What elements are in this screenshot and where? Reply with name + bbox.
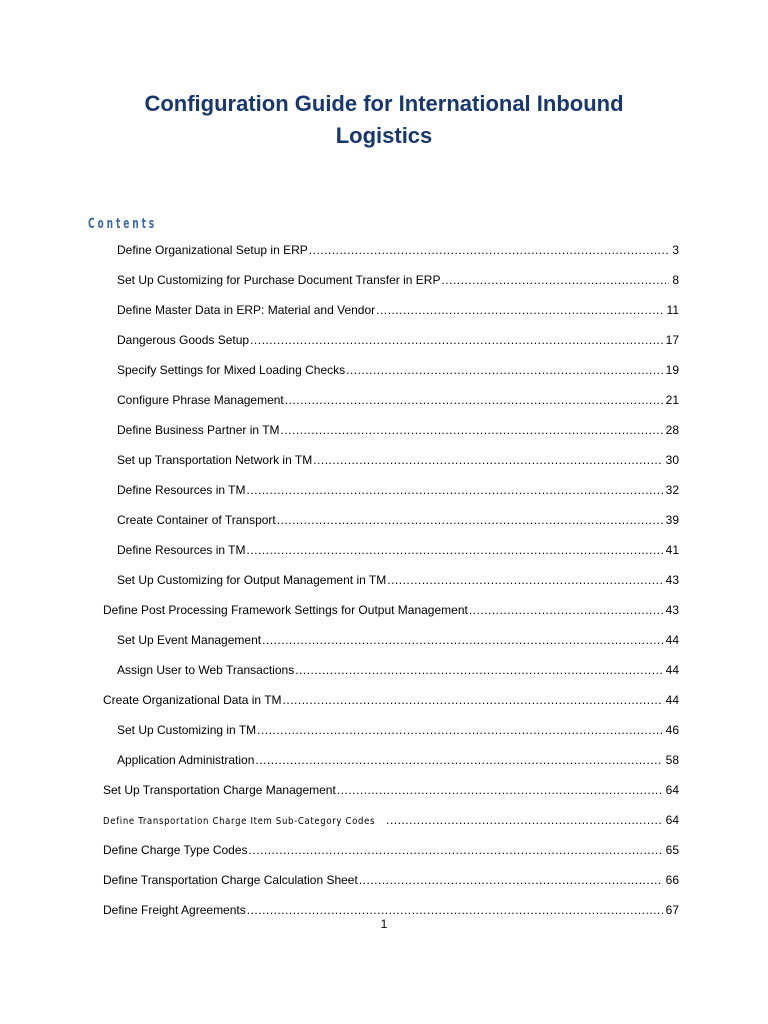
toc-entry-row bbox=[103, 873, 679, 887]
document-title bbox=[0, 88, 768, 152]
toc-entry[interactable] bbox=[0, 775, 768, 805]
toc-entry[interactable] bbox=[0, 805, 768, 835]
toc-entry[interactable] bbox=[0, 265, 768, 295]
toc-entry-row bbox=[117, 243, 679, 257]
toc-entry-page-number: 58 bbox=[665, 753, 679, 767]
toc-entry-page-number: 3 bbox=[672, 243, 679, 257]
toc-entry-row bbox=[117, 663, 679, 677]
toc-dot-leader bbox=[285, 393, 663, 407]
toc-entry-page-number: 32 bbox=[665, 483, 679, 497]
toc-entry-page-number: 39 bbox=[665, 513, 679, 527]
toc-entry-row bbox=[117, 753, 679, 767]
toc-entry-page-number: 8 bbox=[672, 273, 679, 287]
toc-dot-leader bbox=[469, 603, 663, 617]
toc-entry-page-number: 66 bbox=[665, 873, 679, 887]
toc-entry[interactable] bbox=[0, 535, 768, 565]
toc-entry-row bbox=[103, 693, 679, 707]
toc-dot-leader bbox=[250, 333, 663, 347]
toc-entry-page-number: 67 bbox=[665, 903, 679, 917]
toc-entry-page-number: 44 bbox=[665, 693, 679, 707]
toc-entry[interactable] bbox=[0, 745, 768, 775]
toc-entry[interactable] bbox=[0, 475, 768, 505]
toc-entry-row bbox=[103, 813, 679, 827]
toc-entry-label: Create Container of Transport bbox=[117, 513, 276, 527]
toc-dot-leader bbox=[249, 843, 663, 857]
toc-entry-label: Create Organizational Data in TM bbox=[103, 693, 282, 707]
toc-entry[interactable] bbox=[0, 865, 768, 895]
toc-entry-row bbox=[117, 573, 679, 587]
toc-entry-label: Set Up Customizing for Purchase Document Transfer in ERP bbox=[117, 273, 441, 287]
toc-entry-label: Define Transportation Charge Calculation Sheet bbox=[103, 873, 358, 887]
toc-entry-row bbox=[117, 423, 679, 437]
toc-entry-row bbox=[117, 333, 679, 347]
toc-entry-label: Assign User to Web Transactions bbox=[117, 663, 295, 677]
table-of-contents bbox=[0, 235, 768, 925]
toc-entry-row bbox=[103, 603, 679, 617]
toc-entry-label: Define Master Data in ERP: Material and Vendor bbox=[117, 303, 376, 317]
toc-entry-row bbox=[117, 393, 679, 407]
toc-entry-label: Define Resources in TM bbox=[117, 543, 246, 557]
toc-dot-leader bbox=[277, 513, 663, 527]
toc-entry-row bbox=[117, 633, 679, 647]
toc-entry-label: Define Transportation Charge Item Sub-Category Codes bbox=[103, 816, 376, 827]
toc-dot-leader bbox=[441, 273, 669, 287]
toc-entry-page-number: 64 bbox=[665, 783, 679, 797]
document-title-line-1: Configuration Guide for International Inbound bbox=[144, 91, 624, 116]
toc-entry[interactable] bbox=[0, 235, 768, 265]
toc-entry-page-number: 46 bbox=[665, 723, 679, 737]
toc-entry-label: Set up Transportation Network in TM bbox=[117, 453, 313, 467]
toc-entry-label: Dangerous Goods Setup bbox=[117, 333, 250, 347]
toc-dot-leader bbox=[255, 753, 662, 767]
toc-entry[interactable] bbox=[0, 505, 768, 535]
toc-dot-leader bbox=[376, 303, 663, 317]
toc-entry-page-number: 43 bbox=[665, 603, 679, 617]
document-title-line-2: Logistics bbox=[335, 123, 433, 148]
toc-dot-leader bbox=[295, 663, 662, 677]
toc-entry[interactable] bbox=[0, 685, 768, 715]
toc-dot-leader bbox=[386, 813, 663, 827]
toc-dot-leader bbox=[309, 243, 670, 257]
toc-entry-label: Define Business Partner in TM bbox=[117, 423, 280, 437]
toc-entry-label: Define Resources in TM bbox=[117, 483, 246, 497]
toc-entry-label: Set Up Transportation Charge Management bbox=[103, 783, 336, 797]
toc-entry[interactable] bbox=[0, 655, 768, 685]
toc-entry-page-number: 11 bbox=[666, 303, 679, 317]
toc-entry-page-number: 43 bbox=[665, 573, 679, 587]
toc-entry[interactable] bbox=[0, 835, 768, 865]
toc-entry-row bbox=[117, 363, 679, 377]
toc-entry-label: Define Organizational Setup in ERP bbox=[117, 243, 308, 257]
toc-entry-row bbox=[103, 903, 679, 917]
toc-entry-page-number: 44 bbox=[665, 633, 679, 647]
toc-entry[interactable] bbox=[0, 355, 768, 385]
toc-entry-row bbox=[117, 513, 679, 527]
toc-entry[interactable] bbox=[0, 595, 768, 625]
toc-entry-page-number: 64 bbox=[665, 813, 679, 827]
toc-entry-label: Configure Phrase Management bbox=[117, 393, 284, 407]
page-number: 1 bbox=[380, 917, 388, 931]
toc-dot-leader bbox=[247, 543, 663, 557]
toc-entry-label: Specify Settings for Mixed Loading Checks bbox=[117, 363, 346, 377]
toc-dot-leader bbox=[262, 633, 663, 647]
toc-entry-row bbox=[117, 273, 679, 287]
toc-entry-label: Set Up Customizing for Output Management in TM bbox=[117, 573, 387, 587]
toc-entry-page-number: 28 bbox=[665, 423, 679, 437]
toc-entry-page-number: 41 bbox=[665, 543, 679, 557]
toc-entry[interactable] bbox=[0, 295, 768, 325]
toc-entry-row bbox=[103, 843, 679, 857]
toc-entry-row bbox=[117, 723, 679, 737]
toc-dot-leader bbox=[257, 723, 662, 737]
toc-dot-leader bbox=[387, 573, 662, 587]
toc-entry-label: Define Freight Agreements bbox=[103, 903, 246, 917]
toc-entry-label: Set Up Customizing in TM bbox=[117, 723, 257, 737]
toc-entry-page-number: 44 bbox=[665, 663, 679, 677]
toc-entry-label: Application Administration bbox=[117, 753, 255, 767]
toc-dot-leader bbox=[313, 453, 662, 467]
toc-entry[interactable] bbox=[0, 625, 768, 655]
toc-entry-row bbox=[117, 303, 679, 317]
toc-dot-leader bbox=[346, 363, 663, 377]
toc-dot-leader bbox=[281, 423, 663, 437]
toc-entry-row bbox=[117, 453, 679, 467]
toc-entry[interactable] bbox=[0, 415, 768, 445]
toc-dot-leader bbox=[283, 693, 663, 707]
contents-heading: Contents bbox=[88, 216, 158, 232]
toc-entry[interactable] bbox=[0, 385, 768, 415]
toc-dot-leader bbox=[247, 483, 663, 497]
toc-entry-page-number: 17 bbox=[665, 333, 679, 347]
toc-entry-page-number: 19 bbox=[665, 363, 679, 377]
toc-entry-label: Define Post Processing Framework Settings for Output Management bbox=[103, 603, 468, 617]
toc-dot-leader bbox=[337, 783, 663, 797]
toc-entry-page-number: 21 bbox=[665, 393, 679, 407]
toc-dot-leader bbox=[247, 903, 663, 917]
toc-entry-label: Define Charge Type Codes bbox=[103, 843, 248, 857]
toc-entry-row bbox=[117, 543, 679, 557]
toc-entry-page-number: 65 bbox=[665, 843, 679, 857]
toc-dot-leader bbox=[359, 873, 663, 887]
toc-entry-label: Set Up Event Management bbox=[117, 633, 262, 647]
toc-entry[interactable] bbox=[0, 325, 768, 355]
toc-entry[interactable] bbox=[0, 715, 768, 745]
toc-entry-row bbox=[117, 483, 679, 497]
toc-entry[interactable] bbox=[0, 565, 768, 595]
toc-entry-row bbox=[103, 783, 679, 797]
toc-entry[interactable] bbox=[0, 445, 768, 475]
toc-entry-page-number: 30 bbox=[665, 453, 679, 467]
